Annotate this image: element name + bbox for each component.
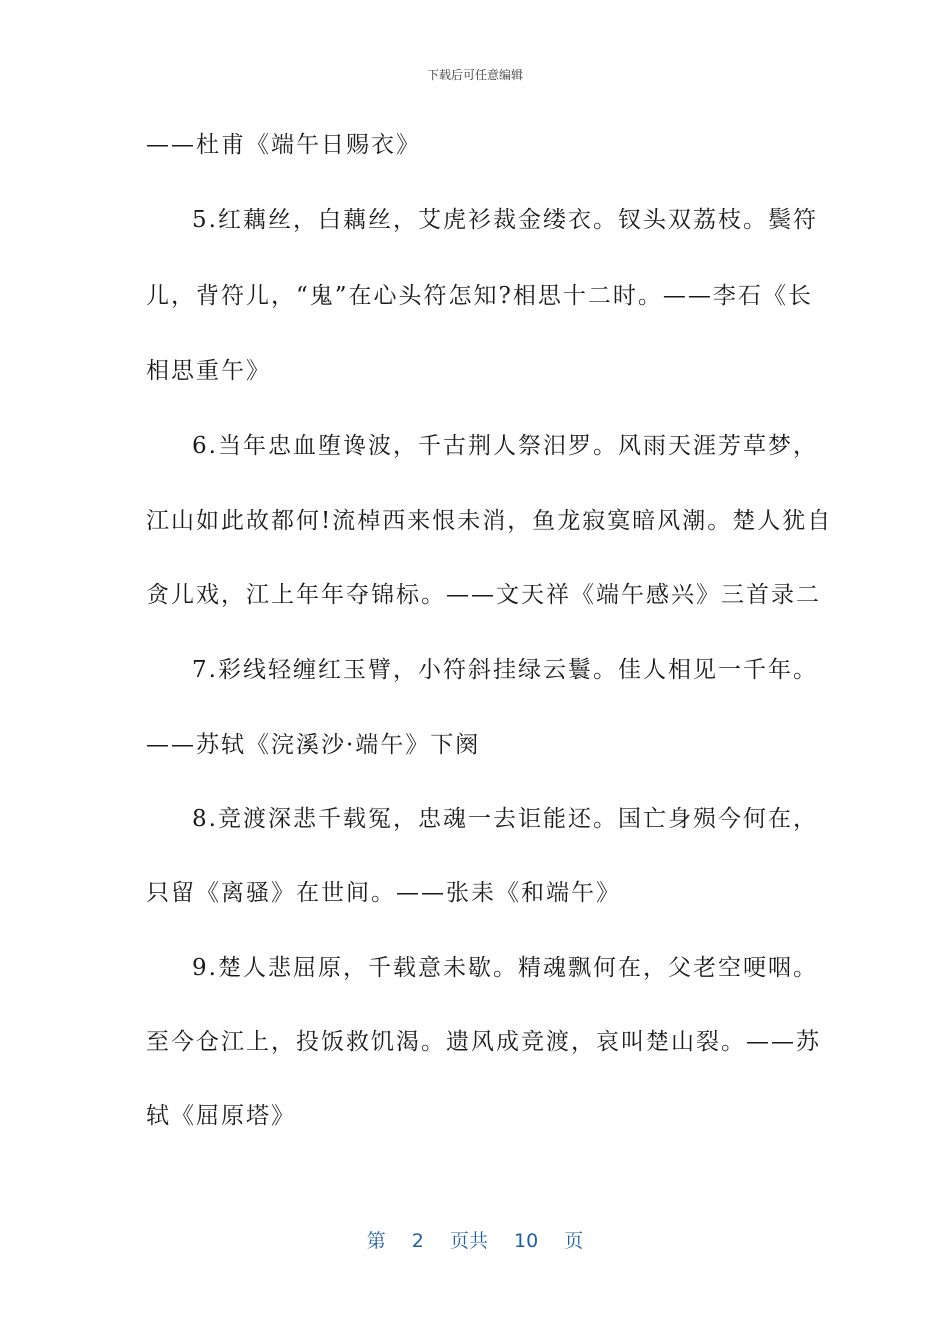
text-line: ——杜甫《端午日赐衣》 — [146, 132, 421, 158]
footer-prefix: 第 — [366, 1230, 386, 1252]
text-line: 只留《离骚》在世间。——张耒《和端午》 — [146, 880, 621, 906]
text-line: 轼《屈原塔》 — [146, 1103, 296, 1129]
text-line: 8.竞渡深悲千载冤，忠魂一去讵能还。国亡身殒今何在， — [192, 806, 818, 832]
text-line: 5.红藕丝，白藕丝，艾虎衫裁金缕衣。钗头双荔枝。鬓符 — [192, 207, 818, 233]
text-line: 6.当年忠血堕谗波，千古荆人祭汨罗。风雨天涯芳草梦， — [192, 433, 818, 459]
text-line: 7.彩线轻缠红玉臂，小符斜挂绿云鬟。佳人相见一千年。 — [192, 657, 818, 683]
text-line: 9.楚人悲屈原，千载意未歇。精魂飘何在，父老空哽咽。 — [192, 955, 818, 981]
text-line: ——苏轼《浣溪沙·端午》下阕 — [146, 732, 481, 758]
footer-middle: 页共 — [449, 1230, 488, 1252]
page-header: 下载后可任意编辑 — [426, 68, 523, 82]
text-line: 相思重午》 — [146, 358, 271, 384]
current-page-number: 2 — [411, 1230, 424, 1252]
footer-suffix: 页 — [564, 1230, 584, 1252]
text-line: 江山如此故都何!流棹西来恨未消，鱼龙寂寞暗风潮。楚人犹自 — [146, 508, 833, 534]
text-line: 儿，背符儿，“鬼”在心头符怎知?相思十二时。——李石《长 — [146, 283, 813, 309]
text-line: 贪儿戏，江上年年夺锦标。——文天祥《端午感兴》三首录二 — [146, 582, 821, 608]
page-footer — [0, 1226, 950, 1253]
text-line: 至今仓江上，投饭救饥渴。遗风成竞渡，哀叫楚山裂。——苏 — [146, 1029, 821, 1055]
total-page-count: 10 — [514, 1230, 539, 1252]
